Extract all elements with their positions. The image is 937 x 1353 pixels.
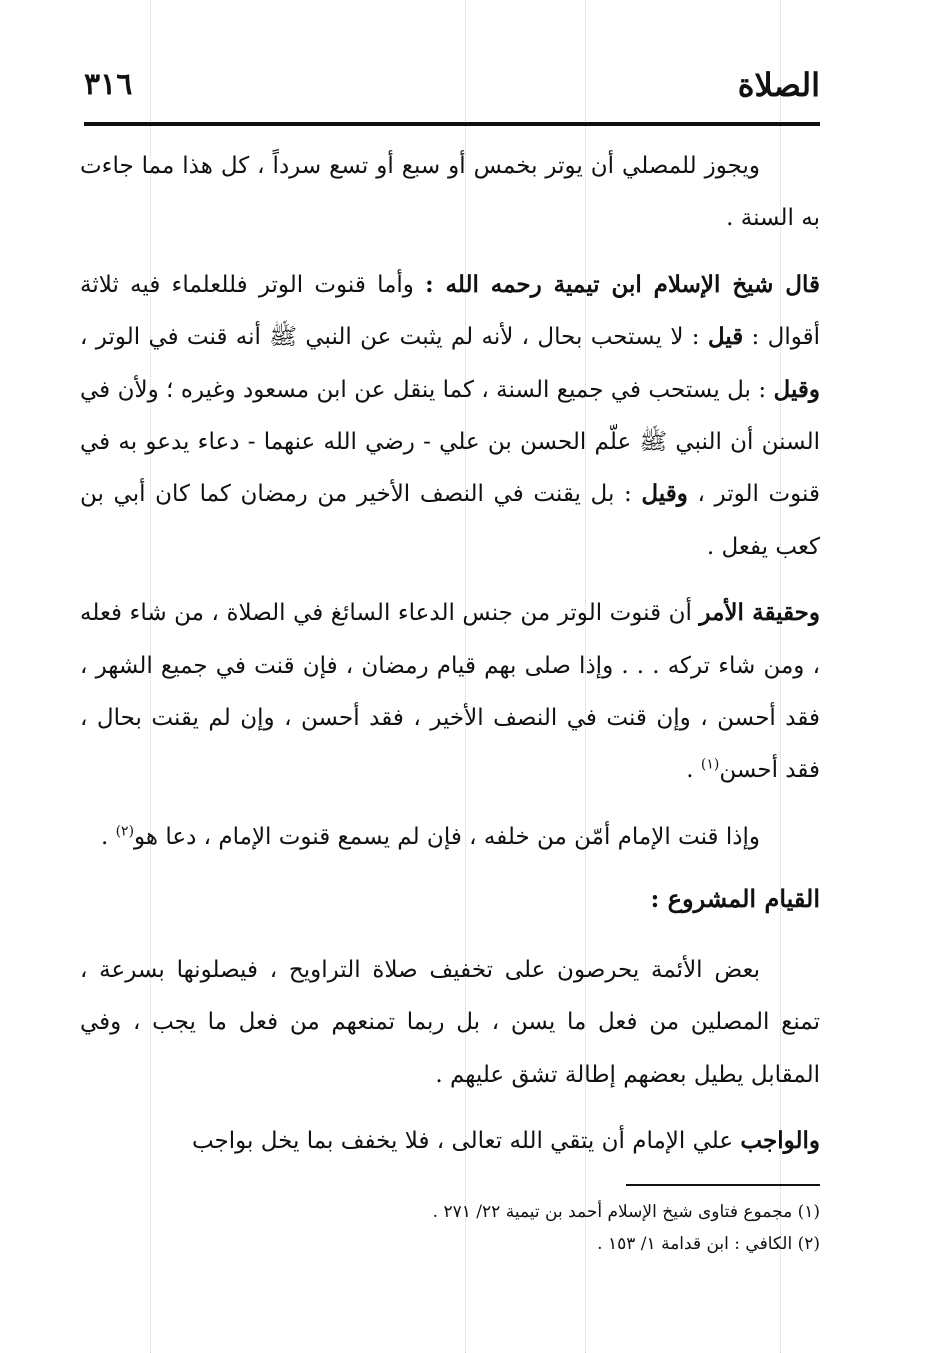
footnote-rule — [626, 1184, 820, 1186]
paragraph-text: : بل يقنت في النصف الأخير من رمضان كما كان أبي بن كعب يفعل . — [80, 481, 820, 560]
paragraph-text: أن قنوت الوتر من جنس الدعاء السائغ في الصلاة ، من شاء فعله ، ومن شاء تركه . . . وإذا صلى بهم قيام رمضان ، فإن قنت في جميع الشهر ، فقد أحسن ، وإن قنت في النصف الأخير ، فقد أحسن ، وإن لم يقنت بحال ، فقد أحسن — [80, 600, 820, 784]
paragraph-reality — [80, 587, 820, 797]
paragraph-text: وأما قنوت الوتر فللعلماء فيه ثلاثة أقوال : — [80, 271, 820, 351]
chapter-title: الصلاة — [737, 66, 820, 104]
paragraph-text: وإذا قنت الإمام أمّن من خلفه ، فإن لم يسمع قنوت الإمام ، دعا هو — [134, 823, 760, 850]
page-number: ٣١٦ — [84, 67, 133, 102]
paragraph-imam-qunut — [80, 811, 820, 863]
paragraph-taraweeh — [80, 944, 820, 1101]
keyword-waqil: وقيل — [773, 375, 820, 403]
section-heading: القيام المشروع : — [650, 884, 820, 914]
quote-lead: قال شيخ الإسلام ابن تيمية رحمه الله : — [425, 270, 820, 298]
keyword-waqil: وقيل — [641, 480, 688, 508]
paragraph-text: علي الإمام أن يتقي الله تعالى ، فلا يخفف بما يخل بواجب — [191, 1127, 741, 1154]
paragraph-lead: وحقيقة الأمر — [699, 599, 821, 627]
footnote-2: (٢) الكافي : ابن قدامة ١/ ١٥٣ . — [597, 1234, 820, 1254]
paragraph-text: : لا يستحب بحال ، لأنه لم يثبت عن النبي ﷺ أنه قنت في الوتر ، — [80, 324, 708, 351]
footnote-reference[interactable]: (٢) — [115, 823, 135, 840]
footnotes — [84, 1196, 820, 1260]
keyword-qil: قيل — [707, 323, 744, 351]
paragraph-end: . — [686, 757, 701, 784]
page-header — [84, 62, 820, 108]
main-text — [80, 140, 820, 1167]
footnote-1: (١) مجموع فتاوى شيخ الإسلام أحمد بن تيمية ٢٢/ ٢٧١ . — [432, 1202, 820, 1222]
paragraph-text: ويجوز للمصلي أن يوتر بخمس أو سبع أو تسع سرداً ، كل هذا مما جاءت به السنة . — [80, 153, 820, 232]
paragraph-lead: والواجب — [740, 1126, 820, 1154]
paragraph-ibn-taymiyyah-quote — [80, 259, 820, 573]
header-rule — [84, 122, 820, 126]
paragraph-end: . — [100, 823, 116, 850]
paragraph-witr-count — [80, 140, 820, 245]
paragraph-text: بعض الأئمة يحرصون على تخفيف صلاة التراويح ، فيصلونها بسرعة ، تمنع المصلين من فعل ما يسن ، بل ربما تمنعهم من فعل ما يجب ، وفي المقابل يطيل بعضهم إطالة تشق عليهم . — [80, 956, 820, 1088]
paragraph-obligation — [80, 1115, 820, 1167]
footnote-reference[interactable]: (١) — [700, 756, 720, 773]
paragraph-text: : بل يستحب في جميع السنة ، كما ينقل عن ابن مسعود وغيره ؛ ولأن في السنن أن النبي ﷺ علّم الحسن بن علي - رضي الله عنهما - دعاء يدعو به في قنوت الوتر ، — [80, 376, 820, 508]
